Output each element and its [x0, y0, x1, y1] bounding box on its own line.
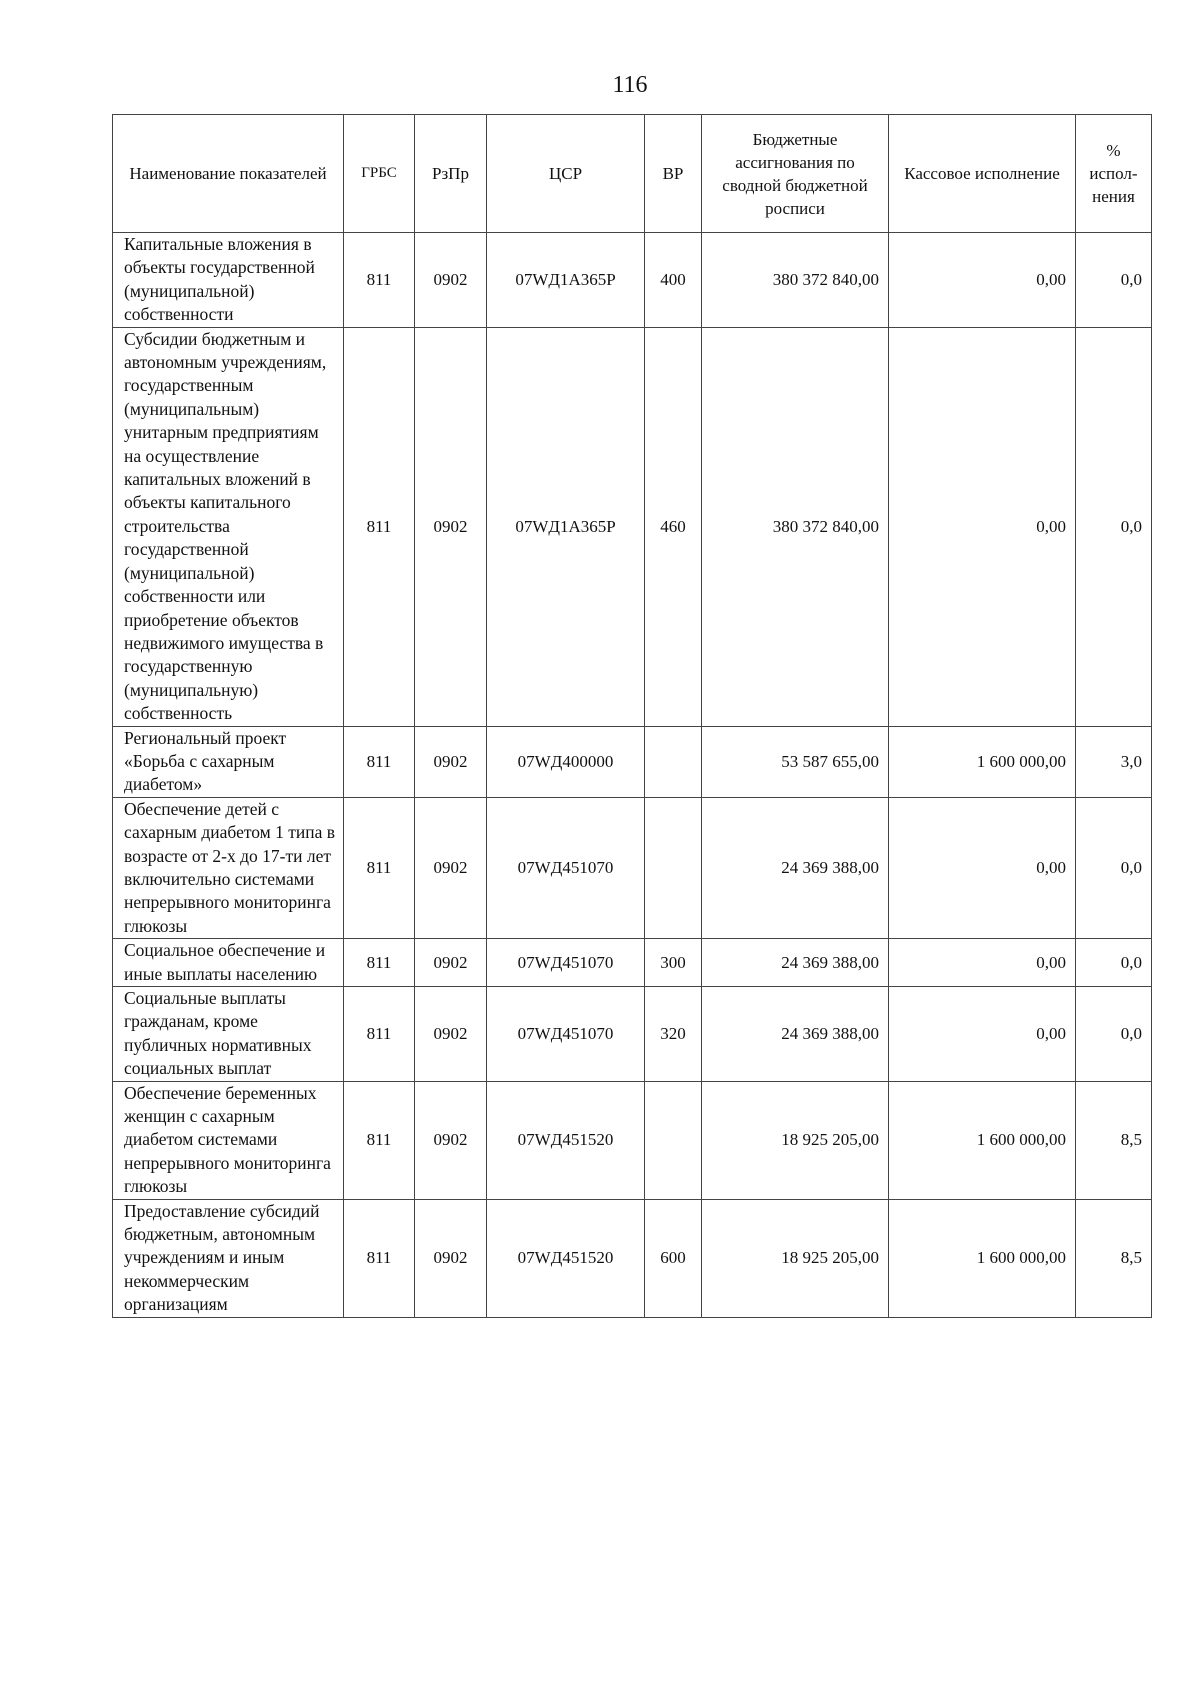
row-rzpr: 0902 [415, 939, 487, 987]
row-name: Социальные выплаты гражданам, кроме публичных нормативных социальных выплат [113, 987, 344, 1082]
row-budget: 18 925 205,00 [702, 1081, 889, 1199]
row-csr: 07WД451070 [487, 939, 645, 987]
row-vr: 300 [645, 939, 702, 987]
row-pct: 0,0 [1076, 233, 1152, 328]
row-budget: 24 369 388,00 [702, 939, 889, 987]
row-csr: 07WД451520 [487, 1081, 645, 1199]
row-grbs: 811 [344, 726, 415, 797]
header-name: Наименование показателей [113, 115, 344, 233]
row-budget: 18 925 205,00 [702, 1199, 889, 1317]
row-pct: 8,5 [1076, 1081, 1152, 1199]
row-cash: 0,00 [889, 327, 1076, 726]
table-header-row [113, 115, 1152, 233]
row-vr [645, 797, 702, 938]
row-grbs: 811 [344, 987, 415, 1082]
row-pct: 3,0 [1076, 726, 1152, 797]
row-vr [645, 726, 702, 797]
row-cash: 0,00 [889, 987, 1076, 1082]
table-row [113, 939, 1152, 987]
row-rzpr: 0902 [415, 1199, 487, 1317]
row-csr: 07WД1А365Р [487, 233, 645, 328]
row-vr: 600 [645, 1199, 702, 1317]
row-rzpr: 0902 [415, 797, 487, 938]
row-rzpr: 0902 [415, 1081, 487, 1199]
header-grbs: ГРБС [344, 115, 415, 233]
header-vr: ВР [645, 115, 702, 233]
row-pct: 0,0 [1076, 987, 1152, 1082]
row-rzpr: 0902 [415, 726, 487, 797]
row-name: Региональный проект «Борьба с сахарным диабетом» [113, 726, 344, 797]
row-budget: 380 372 840,00 [702, 327, 889, 726]
row-rzpr: 0902 [415, 987, 487, 1082]
row-budget: 53 587 655,00 [702, 726, 889, 797]
header-budget: Бюджетные ассигнования по сводной бюджетной росписи [702, 115, 889, 233]
row-rzpr: 0902 [415, 327, 487, 726]
header-cash: Кассовое исполнение [889, 115, 1076, 233]
row-budget: 24 369 388,00 [702, 987, 889, 1082]
row-csr: 07WД400000 [487, 726, 645, 797]
row-cash: 1 600 000,00 [889, 726, 1076, 797]
table-row [113, 726, 1152, 797]
row-budget: 380 372 840,00 [702, 233, 889, 328]
header-csr: ЦСР [487, 115, 645, 233]
row-cash: 0,00 [889, 939, 1076, 987]
row-grbs: 811 [344, 797, 415, 938]
row-grbs: 811 [344, 327, 415, 726]
table-row [113, 327, 1152, 726]
table-row [113, 233, 1152, 328]
row-vr: 400 [645, 233, 702, 328]
table-row [113, 987, 1152, 1082]
row-pct: 8,5 [1076, 1199, 1152, 1317]
row-csr: 07WД1А365Р [487, 327, 645, 726]
row-name: Обеспечение беременных женщин с сахарным диабетом системами непрерывного мониторинга глюкозы [113, 1081, 344, 1199]
header-pct: % испол-нения [1076, 115, 1152, 233]
row-csr: 07WД451070 [487, 987, 645, 1082]
budget-execution-table [112, 114, 1152, 1318]
row-pct: 0,0 [1076, 327, 1152, 726]
row-grbs: 811 [344, 939, 415, 987]
row-grbs: 811 [344, 1081, 415, 1199]
row-pct: 0,0 [1076, 797, 1152, 938]
row-vr: 460 [645, 327, 702, 726]
row-pct: 0,0 [1076, 939, 1152, 987]
row-name: Обеспечение детей с сахарным диабетом 1 типа в возрасте от 2-х до 17-ти лет включительно системами непрерывного мониторинга глюкозы [113, 797, 344, 938]
row-csr: 07WД451520 [487, 1199, 645, 1317]
row-name: Субсидии бюджетным и автономным учреждениям, государственным (муниципальным) унитарным предприятиям на осуществление капитальных вложений в объекты капитального строительства государственной (муниципальной) собственности или приобретение объектов недвижимого имущества в государственную (муниципальную) собственность [113, 327, 344, 726]
row-csr: 07WД451070 [487, 797, 645, 938]
row-vr: 320 [645, 987, 702, 1082]
row-cash: 0,00 [889, 233, 1076, 328]
row-cash: 0,00 [889, 797, 1076, 938]
row-cash: 1 600 000,00 [889, 1081, 1076, 1199]
row-name: Социальное обеспечение и иные выплаты населению [113, 939, 344, 987]
table-row [113, 797, 1152, 938]
row-rzpr: 0902 [415, 233, 487, 328]
page-number: 116 [612, 72, 648, 98]
table-row [113, 1081, 1152, 1199]
table-row [113, 1199, 1152, 1317]
row-budget: 24 369 388,00 [702, 797, 889, 938]
row-vr [645, 1081, 702, 1199]
row-name: Капитальные вложения в объекты государственной (муниципальной) собственности [113, 233, 344, 328]
row-grbs: 811 [344, 1199, 415, 1317]
row-name: Предоставление субсидий бюджетным, автономным учреждениям и иным некоммерческим организациям [113, 1199, 344, 1317]
row-grbs: 811 [344, 233, 415, 328]
row-cash: 1 600 000,00 [889, 1199, 1076, 1317]
header-rzpr: РзПр [415, 115, 487, 233]
